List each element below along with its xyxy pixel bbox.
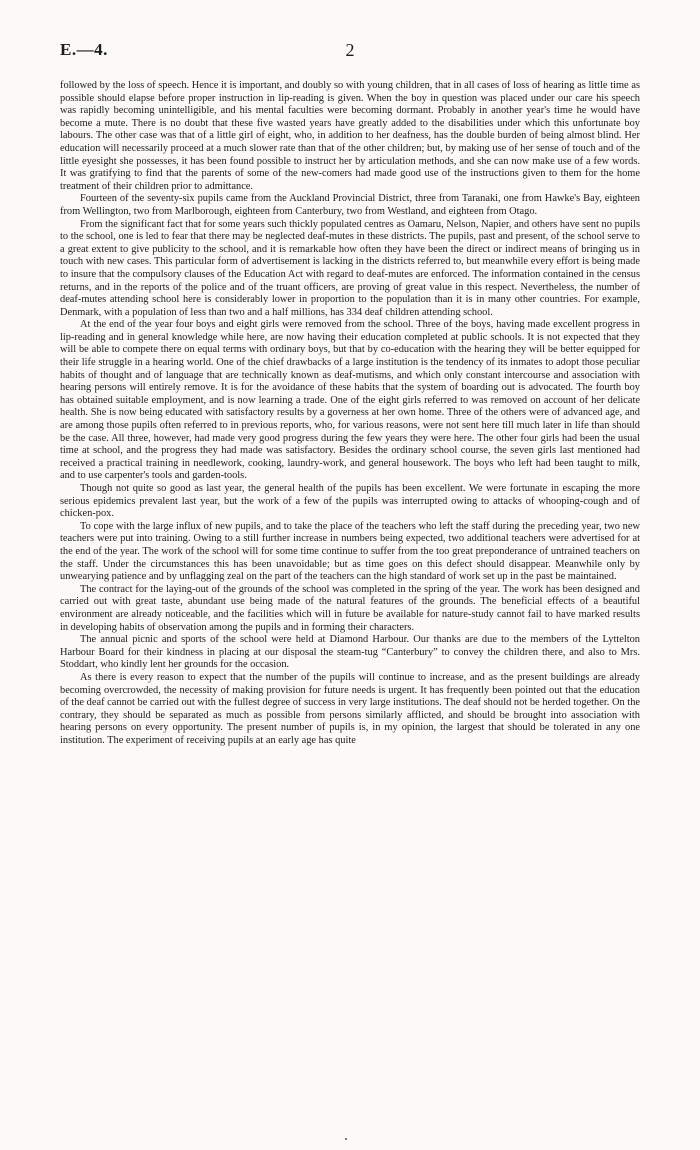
paragraph-pupil-districts: Fourteen of the seventy-six pupils came from the Auckland Provincial District, three from Taranaki, one from Hawke's Bay, eighteen from Wellington, two from Marlborough, eighteen from Canterbury, two from Westland, and eighteen from Otago. — [60, 193, 640, 217]
paragraph-teachers: To cope with the large influx of new pupils, and to take the place of the teachers who left the staff during the preceding year, two new teachers were put into training. Owing to a still further increase in numbers being expected, two additional teachers were advertised for at the end of the year. The work of the school will for some time continue to suffer from the too great preponderance of untrained teachers on the staff. Under the circumstances this has been unavoidable; but as time goes on this defect should disappear. Meanwhile only by unwearying patience and by unflagging zeal on the part of the teachers can the high standard of work set up in the past be maintained. — [60, 520, 640, 583]
paragraph-health: Though not quite so good as last year, the general health of the pupils has been excellent. We were fortunate in escaping the more serious epidemics prevalent last year, but the work of a few of the pupils was interrupted owing to attacks of whooping-cough and of chicken-pox. — [60, 483, 640, 520]
paragraph-removed-pupils: At the end of the year four boys and eight girls were removed from the school. Three of the boys, having made excellent progress in lip-reading and in general knowledge while here, are now having their education completed at public schools. It is not expected that they will be able to compete there on equal terms with ordinary boys, but that by co-education with the hearing they will be better equipped for their life struggle in a hearing world. One of the chief drawbacks of a large institution is the tendency of its inmates to adopt those peculiar habits of thought and of language that are technically known as deaf-mutisms, and which only constant intercourse and association with hearing persons will entirely remove. It is for the avoidance of these habits that the system of boarding out is advocated. The fourth boy has obtained suitable employment, and is now learning a trade. One of the eight girls referred to was removed on account of her delicate health. She is now being educated with satisfactory results by a governess at her own home. Three of the others were of advanced age, and are among those pupils often referred to in previous reports, who, for various reasons, were not sent here till much later in life than should be the case. All three, however, had made very good progress during the few years they were here. The other four girls had been the usual time at school, and the progress they had made was satisfactory. Besides the ordinary school course, the seven girls last mentioned had received a practical training in needlework, cooking, laundry-work, and general housework. The boys who left had been taught to milk, and to use carpenter's tools and garden-tools. — [60, 319, 640, 482]
paragraph-neglected-deaf-mutes: From the significant fact that for some years such thickly populated centres as Oamaru, Nelson, Napier, and others have sent no pupils to the school, one is led to fear that there may be neglected deaf-mutes in these districts. The pupils, past and present, of the school serve to a great extent to give publicity to the school, and it is remarkable how often they have been the direct or indirect means of bringing us in touch with new cases. This particular form of advertisement is lacking in the districts referred to, but meanwhile every effort is being made to insure that the compulsory clauses of the Education Act with regard to deaf-mutes are enforced. The information contained in the census returns, and in the reports of the police and of the truant officers, are proving of great value in this respect. Nevertheless, the number of deaf-mutes attending school here is considerably lower in proportion to the population than it is in many other countries. For example, Denmark, with a population of less than two and a half millions, has 334 deaf children attending school. — [60, 218, 640, 318]
paragraph-future-needs: As there is every reason to expect that the number of the pupils will continue to increase, and as the present buildings are already becoming overcrowded, the necessity of making provision for future needs is urgent. It has frequently been pointed out that the education of the deaf cannot be carried out with the fullest degree of success in very large institutions. The deaf should not be herded together. On the contrary, they should be separated as much as possible from persons similarly afflicted, and should be brought into association with hearing persons on every opportunity. The present number of pupils is, in my opinion, the largest that should be tolerated in any one institution. The experiment of receiving pupils at an early age has quite — [60, 671, 640, 746]
document-reference: E.—4. — [60, 40, 108, 59]
print-speck — [345, 1138, 347, 1140]
report-body — [60, 80, 640, 747]
paragraph-hearing-loss: followed by the loss of speech. Hence it is important, and doubly so with young children, that in all cases of loss of hearing as little time as possible should elapse before proper instruction in lip-reading is given. When the boy in question was placed under our care his speech was rapidly becoming unintelligible, and his mental faculties were becoming dormant. Probably in another year's time he would have become a mute. There is no doubt that these five wasted years have greatly added to the disabilities under which this unfortunate boy labours. The other case was that of a little girl of eight, who, in addition to her deafness, has the double burden of being almost blind. Her education will necessarily proceed at a much slower rate than that of the other children; but, by making use of her sense of touch and of the little eyesight she possesses, it has been found possible to instruct her by articulation methods, and she can now make use of a few words. It was gratifying to find that the parents of some of the new-comers had made good use of the instructions given to them for the home treatment of their children prior to admittance. — [60, 80, 640, 192]
paragraph-picnic: The annual picnic and sports of the school were held at Diamond Harbour. Our thanks are due to the members of the Lyttelton Harbour Board for their kindness in placing at our disposal the steam-tug “Canterbury” to convey the children there, and also to Mrs. Stoddart, who kindly lent her grounds for the occasion. — [60, 634, 640, 671]
paragraph-grounds: The contract for the laying-out of the grounds of the school was completed in the spring of the year. The work has been designed and carried out with great taste, abundant use being made of the natural features of the grounds. The beneficial effects of a beautiful environment are already noticeable, and the facilities which will in future be available for nature-study cannot fail to have marked results in developing habits of observation among the pupils and in forming their characters. — [60, 583, 640, 633]
page-header — [60, 40, 640, 64]
page-number: 2 — [345, 40, 355, 60]
